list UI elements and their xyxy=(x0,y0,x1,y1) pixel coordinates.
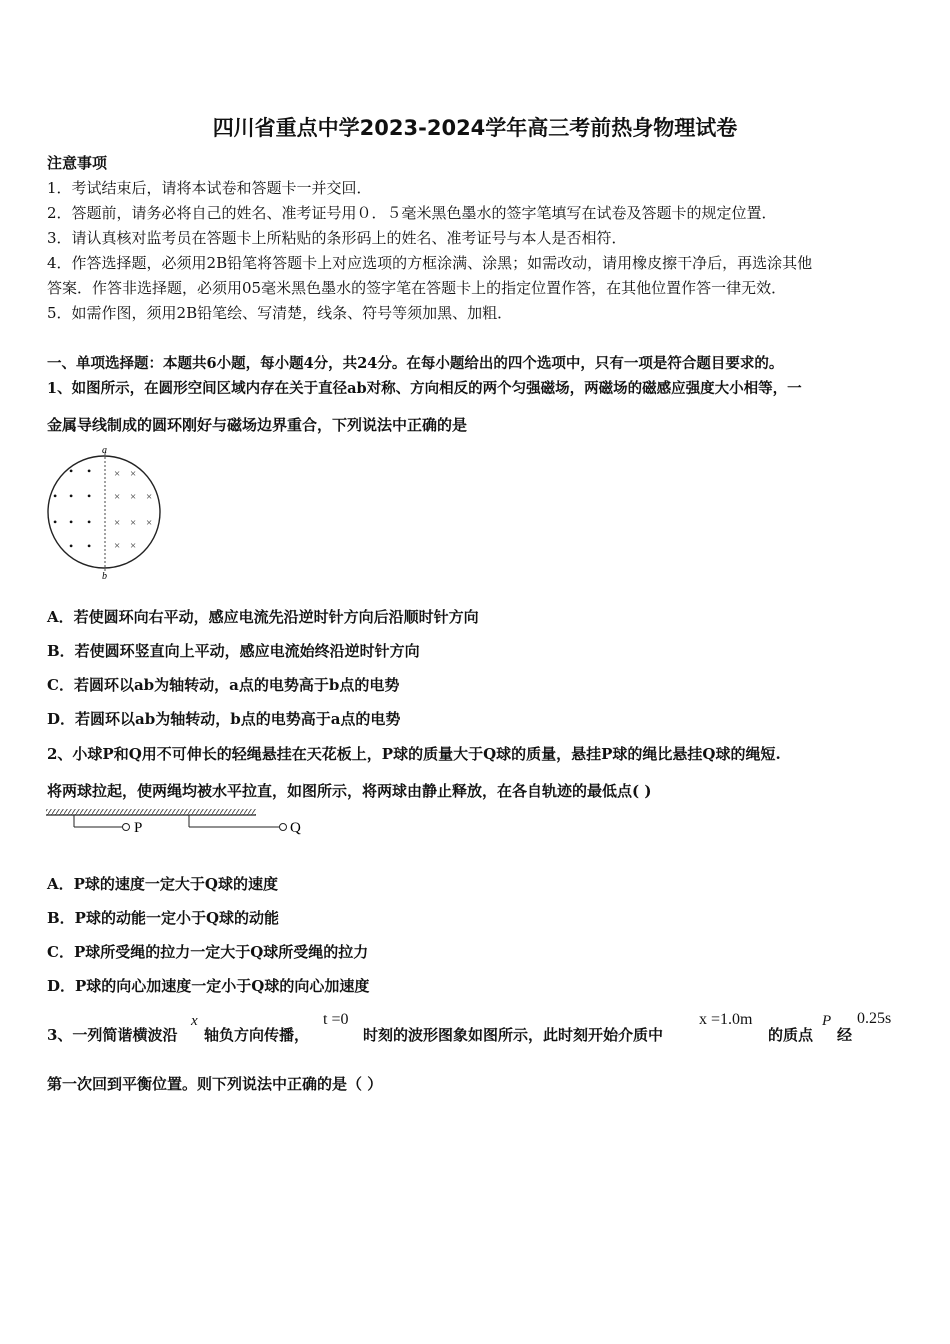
notice-item: 5．如需作图，须用2B铅笔绘、写清楚，线条、符号等须加黑、加粗． xyxy=(47,304,513,322)
option-c: C．若圆环以ab为轴转动，a点的电势高于b点的电势 xyxy=(47,676,400,694)
field-dot: • xyxy=(69,515,74,529)
pendulum-figure xyxy=(44,808,314,840)
question-text: 金属导线制成的圆环刚好与磁场边界重合，下列说法中正确的是 xyxy=(47,416,468,434)
option-d: D．P球的向心加速度一定小于Q球的向心加速度 xyxy=(47,977,370,995)
question-text: 经 xyxy=(837,1026,853,1044)
label-p: P xyxy=(134,820,143,836)
page-title: 四川省重点中学2023-2024学年高三考前热身物理试卷 xyxy=(212,116,738,140)
field-dot: • xyxy=(53,515,58,529)
question-text: 1、如图所示，在圆形空间区域内存在关于直径ab对称、方向相反的两个匀强磁场，两磁场的磁感应强度大小相等，一 xyxy=(47,380,802,397)
ceiling-hatch xyxy=(46,809,256,815)
field-cross: × xyxy=(114,540,121,552)
magnetic-field-figure xyxy=(44,443,174,583)
option-a: A．若使圆环向右平动，感应电流先沿逆时针方向后沿顺时针方向 xyxy=(47,608,479,626)
option-c: C．P球所受绳的拉力一定大于Q球所受绳的拉力 xyxy=(47,943,369,961)
question-text: 第一次回到平衡位置。则下列说法中正确的是（ ） xyxy=(47,1075,383,1093)
math-x1: x =1.0m xyxy=(699,1011,753,1028)
dots-field xyxy=(53,464,91,553)
math-x: x xyxy=(191,1013,198,1029)
field-dot: • xyxy=(69,489,74,503)
field-dot: • xyxy=(69,539,74,553)
math-t0: t =0 xyxy=(323,1011,349,1028)
field-cross: × xyxy=(114,517,121,529)
field-dot: • xyxy=(87,489,92,503)
section-heading: 一、单项选择题：本题共6小题，每小题4分，共24分。在每小题给出的四个选项中，只有一项是符合题目要求的。 xyxy=(47,355,784,372)
field-dot: • xyxy=(87,539,92,553)
notice-heading: 注意事项 xyxy=(47,154,108,172)
label-q: Q xyxy=(290,820,301,836)
notice-item: 4．作答选择题，必须用2B铅笔将答题卡上对应选项的方框涂满、涂黑；如需改动，请用橡皮擦干净后，再选涂其他 xyxy=(47,254,813,272)
option-b: B．P球的动能一定小于Q球的动能 xyxy=(47,909,280,927)
field-dot: • xyxy=(87,464,92,478)
field-dot: • xyxy=(87,515,92,529)
math-t: 0.25s xyxy=(857,1010,892,1027)
question-text: 时刻的波形图象如图所示，此时刻开始介质中 xyxy=(363,1026,664,1044)
question-text: 轴负方向传播， xyxy=(204,1026,310,1044)
question-text: 的质点 xyxy=(768,1026,814,1044)
option-b: B．若使圆环竖直向上平动，感应电流始终沿逆时针方向 xyxy=(47,642,420,660)
crosses-field xyxy=(114,468,152,552)
field-cross: × xyxy=(114,468,121,480)
question-text: 2、小球P和Q用不可伸长的轻绳悬挂在天花板上，P球的质量大于Q球的质量，悬挂P球的绳比悬挂Q球的绳短. xyxy=(47,745,781,763)
ring-circle xyxy=(48,456,160,568)
notice-item: 1．考试结束后，请将本试卷和答题卡一并交回． xyxy=(47,179,372,197)
field-cross: × xyxy=(130,517,137,529)
question-text: 将两球拉起，使两绳均被水平拉直，如图所示，将两球由静止释放，在各自轨迹的最低点( ) xyxy=(47,782,652,800)
notice-item: 3．请认真核对监考员在答题卡上所粘贴的条形码上的姓名、准考证号与本人是否相符． xyxy=(47,229,627,247)
option-a: A．P球的速度一定大于Q球的速度 xyxy=(47,875,278,893)
field-cross: × xyxy=(146,517,153,529)
notice-item: 答案．作答非选择题，必须用05毫米黑色墨水的签字笔在答题卡上的指定位置作答，在其他位置作答一律无效． xyxy=(47,279,787,297)
ball-q xyxy=(280,824,287,831)
ball-p xyxy=(123,824,130,831)
field-cross: × xyxy=(130,468,137,480)
label-a: a xyxy=(102,445,107,456)
option-d: D．若圆环以ab为轴转动，b点的电势高于a点的电势 xyxy=(47,710,401,728)
math-p: P xyxy=(822,1013,832,1029)
field-dot: • xyxy=(53,489,58,503)
field-cross: × xyxy=(130,540,137,552)
label-b: b xyxy=(102,571,107,582)
field-cross: × xyxy=(114,491,121,503)
field-cross: × xyxy=(146,491,153,503)
field-cross: × xyxy=(130,491,137,503)
field-dot: • xyxy=(69,464,74,478)
question-text: 3、一列简谐横波沿 xyxy=(47,1026,178,1044)
notice-item: 2．答题前，请务必将自己的姓名、准考证号用０．５毫米黑色墨水的签字笔填写在试卷及答题卡的规定位置． xyxy=(47,204,777,222)
